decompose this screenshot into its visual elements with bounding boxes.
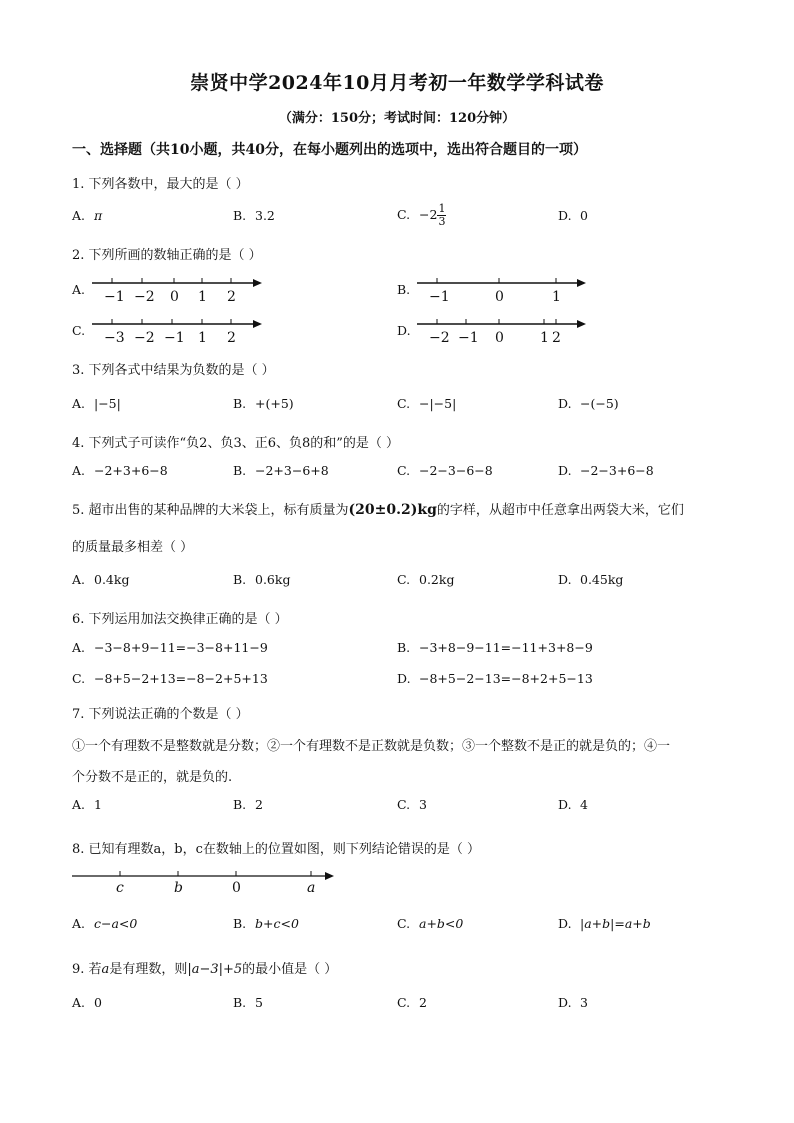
q1-option-b[interactable]: B. 3.2 [233,208,275,223]
q6-option-c[interactable]: C. −8+5−2+13=−8−2+5+13 [72,671,268,686]
tick-label: −2 [134,289,155,305]
q5-option-d[interactable]: D. 0.45kg [558,572,624,587]
tick-label: 1 [198,289,207,305]
question-3-stem: 3. 下列各式中结果为负数的是（ ） [72,363,275,378]
q4-option-d-value: −2−3+6−8 [580,463,654,478]
section-heading: 一、选择题（共10小题，共40分，在每小题列出的选项中，选出符合题目的一项） [72,142,587,158]
q9-option-d-value: 3 [580,995,588,1010]
q8-option-c-value: a+b<0 [419,916,464,931]
q2-option-c-number-line [92,317,267,347]
q9-option-d[interactable]: D. 3 [558,995,588,1010]
tick-label: 0 [495,289,504,305]
q1-option-c-prefix: −2 [419,207,438,222]
q4-option-c[interactable]: C. −2−3−6−8 [397,463,493,478]
q2-option-b-number-line [417,276,592,306]
q6-option-a-value: −3−8+9−11=−3−8+11−9 [94,640,268,655]
tick-label: −1 [104,289,125,305]
q2-option-a-number-line [92,276,267,306]
q8-option-b[interactable]: B. b+c<0 [233,916,299,931]
axis-label-a: a [307,880,316,896]
q1-option-c-fraction: $\frac{1}{3}$ [438,202,446,228]
question-4-stem: 4. 下列式子可读作“负2、负3、正6、负8的和”的是（ ） [72,436,400,451]
axis-label-b: b [174,880,183,896]
ticks [120,871,311,876]
question-5-stem: 5. 超市出售的某种品牌的大米袋上，标有质量为(20±0.2)kg的字样，从超市中任意拿出两袋大米，它们 [72,502,684,518]
q7-option-c-value: 3 [419,797,427,812]
q1-option-c[interactable]: C. −2 $\frac{1}{3}$ [397,202,446,228]
q5-option-a[interactable]: A. 0.4kg [72,572,130,587]
tick-label: −1 [164,330,185,346]
q8-number-line [72,866,342,896]
q2-option-b-label[interactable]: B. [397,282,411,297]
q1-option-a-value: π [94,208,103,223]
tick-label: 1 [198,330,207,346]
q7-option-a-value: 1 [94,797,102,812]
tick-label: 0 [495,330,504,346]
q3-option-c[interactable]: C. −|−5| [397,396,457,411]
tick-label: 2 [552,330,561,346]
q3-option-a-value: |−5| [94,396,121,411]
page-subtitle: （满分：150分；考试时间：120分钟） [278,111,516,126]
q6-option-a[interactable]: A. −3−8+9−11=−3−8+11−9 [72,640,268,655]
q2-option-d-number-line [417,317,592,347]
q8-option-c[interactable]: C. a+b<0 [397,916,464,931]
q2-option-a-label[interactable]: A. [72,282,86,297]
q1-option-a[interactable]: A. π [72,208,103,223]
q7-option-c[interactable]: C. 3 [397,797,427,812]
q7-option-b[interactable]: B. 2 [233,797,263,812]
q6-option-c-value: −8+5−2+13=−8−2+5+13 [94,671,268,686]
arrow-head [577,279,586,287]
q9-option-a[interactable]: A. 0 [72,995,102,1010]
q9-option-b[interactable]: B. 5 [233,995,263,1010]
question-1-stem: 1. 下列各数中，最大的是（ ） [72,177,249,192]
question-8-stem: 8. 已知有理数a，b，c在数轴上的位置如图，则下列结论错误的是（ ） [72,842,481,857]
q7-option-a[interactable]: A. 1 [72,797,102,812]
q7-option-d-value: 4 [580,797,588,812]
q4-option-b-value: −2+3−6+8 [255,463,329,478]
q7-option-b-value: 2 [255,797,263,812]
page-title: 崇贤中学2024年10月月考初一年数学学科试卷 [190,72,604,94]
q4-option-d[interactable]: D. −2−3+6−8 [558,463,654,478]
tick-label: −2 [429,330,450,346]
q3-option-c-value: −|−5| [419,396,457,411]
question-6-stem: 6. 下列运用加法交换律正确的是（ ） [72,612,288,627]
q8-option-a-value: c−a<0 [94,916,138,931]
tick-label: 1 [552,289,561,305]
q3-option-b-value: +(+5) [255,396,294,411]
q6-option-b[interactable]: B. −3+8−9−11=−11+3+8−9 [397,640,593,655]
q7-option-d[interactable]: D. 4 [558,797,588,812]
tick-label: 2 [227,289,236,305]
q9-option-c-value: 2 [419,995,427,1010]
question-5-stem-line2: 的质量最多相差（ ） [72,540,194,555]
arrow-head [253,279,262,287]
arrow-head [325,872,334,880]
q5-option-c[interactable]: C. 0.2kg [397,572,455,587]
q3-option-b[interactable]: B. +(+5) [233,396,294,411]
q9-option-a-value: 0 [94,995,102,1010]
question-7-statements: ①一个有理数不是整数就是分数；②一个有理数不是正数就是负数；③一个整数不是正的就是负的；④一 [72,739,671,754]
tick-label: −3 [104,330,125,346]
q3-option-a[interactable]: A. |−5| [72,396,121,411]
question-7-statements-cont: 个分数不是正的，就是负的. [72,770,233,785]
q4-option-a-value: −2+3+6−8 [94,463,168,478]
question-7-stem: 7. 下列说法正确的个数是（ ） [72,707,249,722]
q6-option-d-value: −8+5−2−13=−8+2+5−13 [419,671,593,686]
q9-variable: a [101,962,110,977]
q4-option-a[interactable]: A. −2+3+6−8 [72,463,168,478]
q5-option-d-value: 0.45kg [580,572,624,587]
question-9-stem: 9. 若a是有理数，则|a−3|+5的最小值是（ ） [72,962,338,977]
q1-option-d[interactable]: D. 0 [558,208,588,223]
tick-label: −1 [458,330,479,346]
q8-option-d-value: |a+b|=a+b [580,916,651,931]
axis-label-c: c [116,880,124,896]
q4-option-c-value: −2−3−6−8 [419,463,493,478]
q9-expression: |a−3|+5 [187,962,243,977]
q8-option-d[interactable]: D. |a+b|=a+b [558,916,651,931]
q4-option-b[interactable]: B. −2+3−6+8 [233,463,329,478]
arrow-head [253,320,262,328]
q6-option-d[interactable]: D. −8+5−2−13=−8+2+5−13 [397,671,593,686]
q3-option-d[interactable]: D. −(−5) [558,396,619,411]
question-2-stem: 2. 下列所画的数轴正确的是（ ） [72,248,262,263]
tick-label: −2 [134,330,155,346]
q8-option-b-value: b+c<0 [255,916,299,931]
q6-option-b-value: −3+8−9−11=−11+3+8−9 [419,640,593,655]
q3-option-d-value: −(−5) [580,396,619,411]
q5-option-b-value: 0.6kg [255,572,291,587]
q1-option-d-value: 0 [580,208,588,223]
q2-option-d-label[interactable]: D. [397,323,411,338]
tick-label: 1 [540,330,549,346]
arrow-head [577,320,586,328]
tick-label: 0 [170,289,179,305]
axis-label-zero: 0 [232,880,241,896]
q5-option-a-value: 0.4kg [94,572,130,587]
q9-option-c[interactable]: C. 2 [397,995,427,1010]
q5-option-c-value: 0.2kg [419,572,455,587]
q8-option-a[interactable]: A. c−a<0 [72,916,138,931]
tick-label: 2 [227,330,236,346]
q5-option-b[interactable]: B. 0.6kg [233,572,291,587]
tick-label: −1 [429,289,450,305]
q9-option-b-value: 5 [255,995,263,1010]
q2-option-c-label[interactable]: C. [72,323,86,338]
q5-mass-expression: (20±0.2)kg [348,502,437,518]
q1-option-b-value: 3.2 [255,208,275,223]
